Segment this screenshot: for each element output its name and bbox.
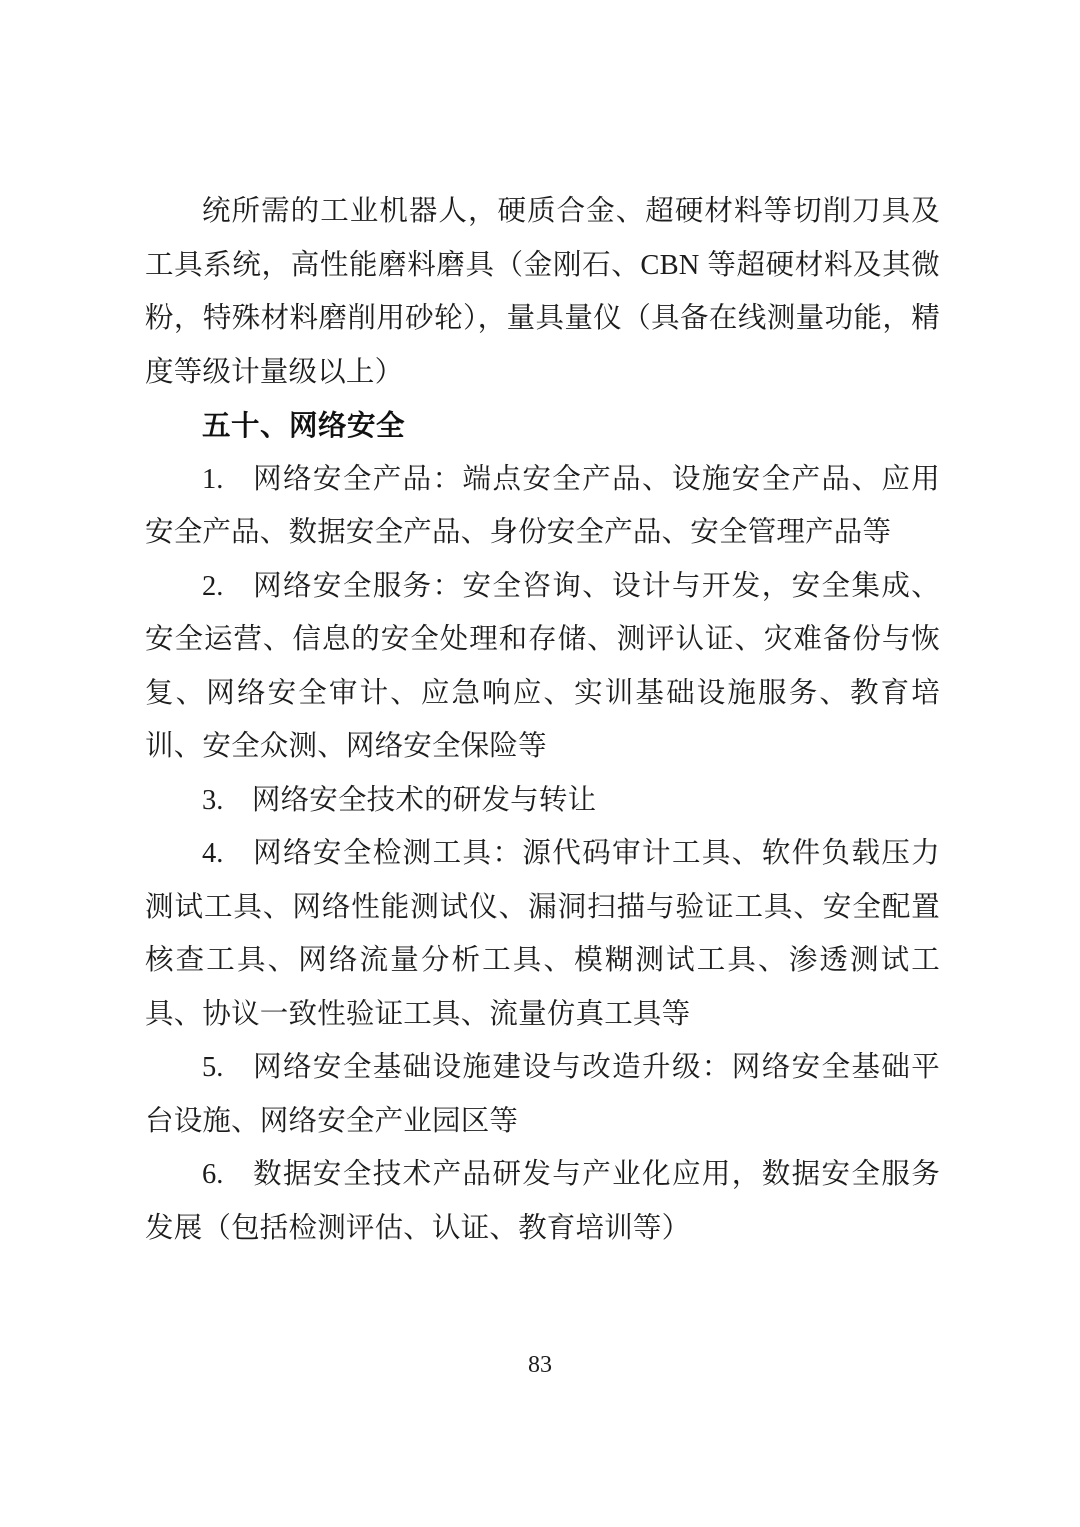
list-item bbox=[145, 1148, 940, 1255]
list-item-text: 网络安全基础设施建设与改造升级：网络安全基础平台设施、网络安全产业园区等 bbox=[145, 1052, 940, 1137]
list-item-number: 2. bbox=[202, 570, 252, 602]
list-item-text: 网络安全服务：安全咨询、设计与开发，安全集成、安全运营、信息的安全处理和存储、测评认证、灾难备份与恢复、网络安全审计、应急响应、实训基础设施服务、教育培训、安全众测、网络安全保险等 bbox=[145, 570, 940, 762]
list-item-number: 1. bbox=[202, 463, 252, 495]
list-item bbox=[145, 827, 940, 1041]
section-heading: 五十、网络安全 bbox=[202, 409, 406, 442]
page-content bbox=[145, 185, 940, 1255]
list-item-text: 网络安全检测工具：源代码审计工具、软件负载压力测试工具、网络性能测试仪、漏洞扫描与验证工具、安全配置核查工具、网络流量分析工具、模糊测试工具、渗透测试工具、协议一致性验证工具、流量仿真工具等 bbox=[145, 838, 940, 1030]
list-item-number: 6. bbox=[202, 1159, 252, 1190]
list-item bbox=[145, 1041, 940, 1148]
list-item-text: 数据安全技术产品研发与产业化应用，数据安全服务发展（包括检测评估、认证、教育培训等） bbox=[145, 1159, 940, 1244]
list-item bbox=[145, 453, 940, 560]
list-item bbox=[145, 560, 940, 774]
list-item-number: 3. bbox=[202, 784, 252, 816]
list-item-number: 4. bbox=[202, 838, 252, 869]
list-item-number: 5. bbox=[202, 1052, 252, 1083]
continued-paragraph: 统所需的工业机器人，硬质合金、超硬材料等切削刀具及工具系统，高性能磨料磨具（金刚石、CBN 等超硬材料及其微粉，特殊材料磨削用砂轮），量具量仪（具备在线测量功能，精度等级计量级以上） bbox=[145, 196, 940, 388]
page-number: 83 bbox=[528, 1352, 552, 1378]
list-item-text: 网络安全产品：端点安全产品、设施安全产品、应用安全产品、数据安全产品、身份安全产品、安全管理产品等 bbox=[145, 463, 940, 548]
list-item bbox=[145, 774, 940, 828]
list-item-text: 网络安全技术的研发与转让 bbox=[251, 784, 597, 816]
